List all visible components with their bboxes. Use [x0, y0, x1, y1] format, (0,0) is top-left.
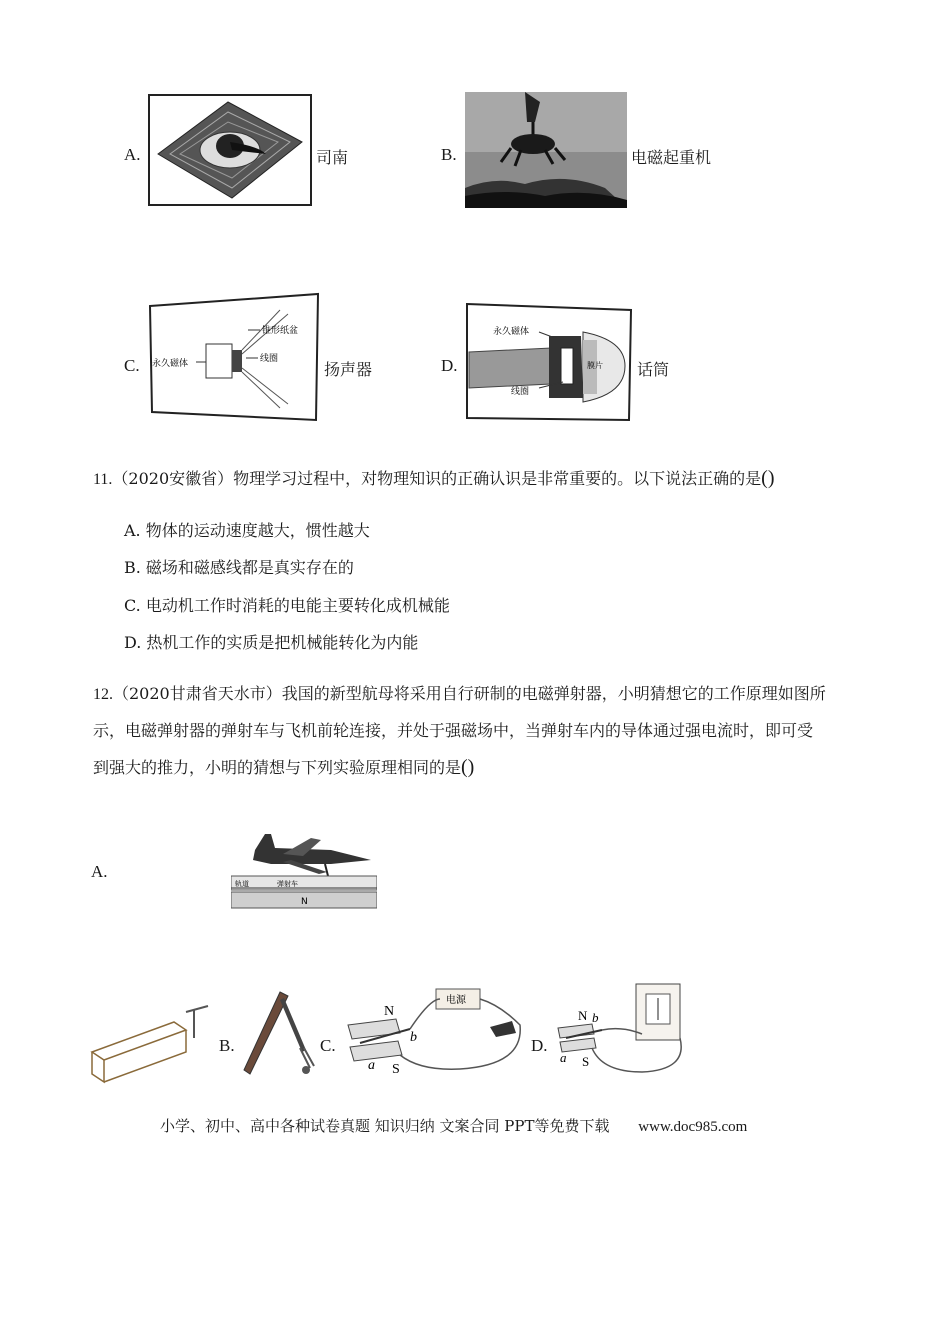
q11-source: （2020安徽省）	[112, 469, 234, 488]
q12-stem-line2: 示，电磁弹射器的弹射车与飞机前轮连接，并处于强磁场中，当弹射车内的导体通过强电流时，即可受	[93, 721, 814, 740]
c-a-label: a	[368, 1058, 375, 1073]
track-label: 轨道	[235, 880, 249, 888]
q12-text-line3: 到强大的推力，小明的猜想与下列实验原理相同的是	[93, 758, 462, 777]
option-d-galvanometer-figure	[552, 982, 692, 1078]
q11-stem	[93, 460, 873, 498]
cart-label: 弹射车	[277, 880, 298, 888]
c-n-pole-label: N	[384, 1004, 395, 1019]
option-b-compass-figure	[240, 988, 320, 1080]
d-b-label: b	[592, 1010, 599, 1025]
q11-option-b: B. 磁场和磁感线都是真实存在的	[124, 558, 354, 577]
q11-number: 11.	[93, 471, 113, 488]
q10-option-d-letter: D.	[441, 356, 458, 375]
footer	[160, 1115, 747, 1136]
catapult-figure	[231, 830, 377, 910]
q12-option-a-letter: A.	[91, 862, 108, 881]
c-b-label: b	[410, 1030, 417, 1045]
q10-option-a-letter: A.	[124, 145, 141, 164]
q10-option-c-caption: 扬声器	[324, 360, 373, 379]
microphone-diagram	[465, 302, 633, 422]
q12-stem-line1	[93, 675, 826, 713]
crane-image	[465, 92, 627, 208]
q12-source: （2020甘肃省天水市）	[113, 684, 282, 703]
q12-number: 12.	[93, 686, 113, 703]
speaker-coil-label: 线圈	[260, 354, 279, 364]
q11-text: 物理学习过程中，对物理知识的正确认识是非常重要的。以下说法正确的是	[233, 469, 762, 488]
q11-option-a: A. 物体的运动速度越大，惯性越大	[124, 521, 370, 540]
q11-answer-blank: ()	[761, 467, 775, 489]
d-a-label: a	[560, 1050, 567, 1065]
c-s-pole-label: S	[392, 1062, 400, 1077]
footer-url[interactable]: www.doc985.com	[638, 1119, 748, 1135]
q12-stem-line3	[93, 749, 474, 786]
sinan-image	[148, 94, 312, 206]
option-a-magnet-bar-figure	[90, 1000, 218, 1084]
speaker-cone-label: 锥形纸盆	[262, 326, 299, 336]
power-supply-label: 电源	[446, 995, 466, 1006]
mic-coil-label: 线圈	[511, 387, 530, 397]
q12-option-c-letter: C.	[320, 1036, 336, 1055]
q11-option-c: C. 电动机工作时消耗的电能主要转化成机械能	[124, 596, 450, 615]
q12-option-d-letter: D.	[531, 1036, 548, 1055]
mic-diaphragm-label: 膜片	[587, 361, 603, 370]
q12-answer-blank: ()	[461, 756, 475, 778]
d-s-pole-label: S	[582, 1054, 590, 1069]
d-n-pole-label: N	[578, 1008, 588, 1023]
q12-option-b-letter: B.	[219, 1036, 235, 1055]
q10-option-d-caption: 话筒	[637, 360, 670, 379]
option-c-motor-figure	[340, 985, 530, 1077]
q10-option-a-caption: 司南	[316, 148, 349, 167]
q10-option-b-letter: B.	[441, 145, 457, 164]
pole-n-label: N	[301, 897, 308, 907]
mic-magnet-label: 永久磁体	[493, 327, 530, 337]
footer-text: 小学、初中、高中各种试卷真题 知识归纳 文案合同 PPT等免费下载	[160, 1117, 610, 1135]
q11-option-d: D. 热机工作的实质是把机械能转化为内能	[124, 633, 419, 652]
q10-option-c-letter: C.	[124, 356, 140, 375]
speaker-diagram	[148, 292, 320, 422]
q12-text-line1: 我国的新型航母将采用自行研制的电磁弹射器，小明猜想它的工作原理如图所	[281, 684, 826, 703]
q10-option-b-caption: 电磁起重机	[631, 148, 712, 167]
speaker-magnet-label: 永久磁体	[152, 359, 189, 369]
